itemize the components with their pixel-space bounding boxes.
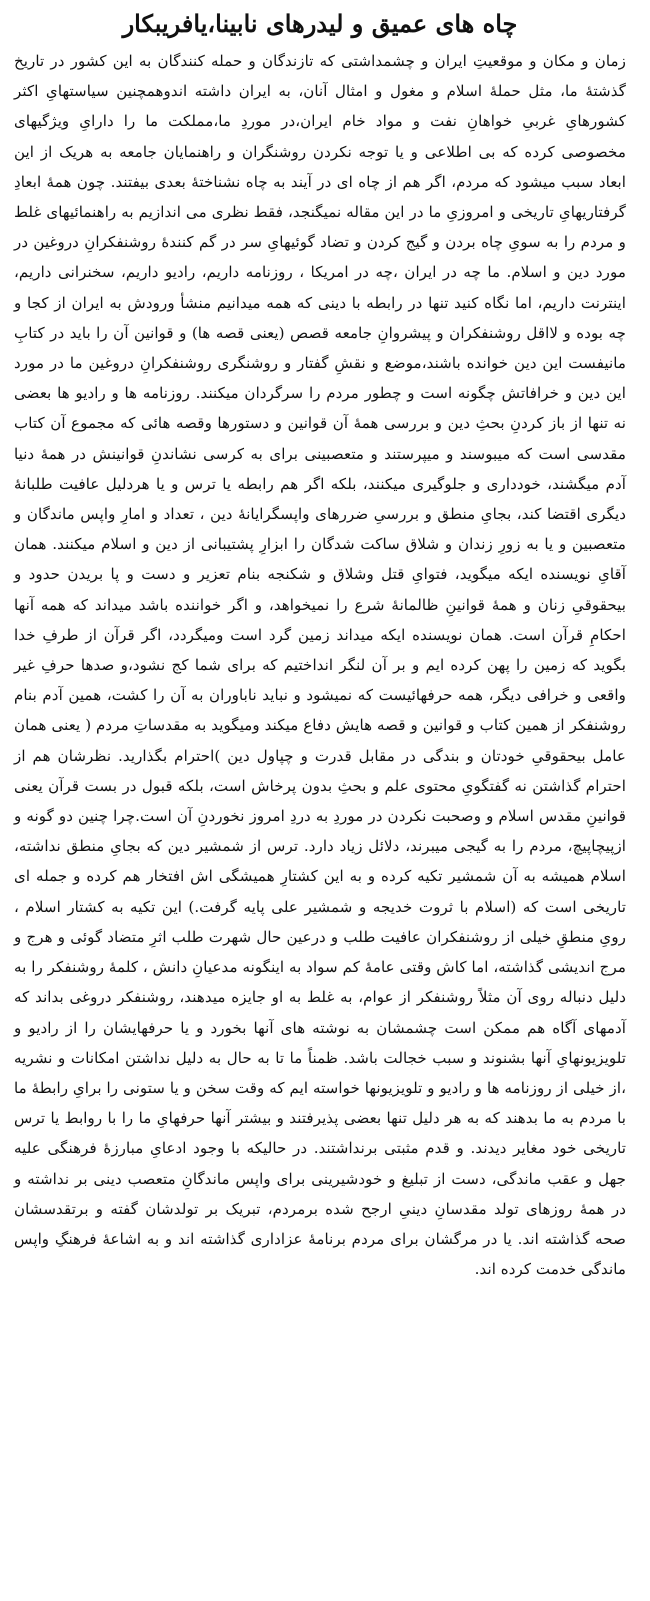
paragraph: زمان و مکان و موقعیتِ ایران و چشمداشتی که تازندگان و حمله کنندگان به این کشور در تاریخ گذشتهٔ ما، مثل حملهٔ اسلام و مغول و امثال آنان، به ایران داشته اندوهمچنین سیاستهایِ اکثر کشورهایِ غربیِ خواهانِ نفت و مواد خام ایران،در موردِ ما،مملکت ما را دارایِ ویژگیهای مخصوصی کرده که بی اطلاعی و یا توجه نکردن روشنگران و راهنمایان جامعه به هریک از این ابعاد سبب میشود که مردم، اگر هم از چاه ای در آیند به چاه نشناختهٔ بعدی بیفتند. چون همهٔ ابعادِ گرفتاریهایِ تاریخی و امروزیِ ما در این مقاله نمیگنجد، فقط نظری می اندازیم به راهنمائیهای غلط و مردم را به سویِ چاه بردن و گیج کردن و تضاد گوئیهایِ سر در گم کنندهٔ روشنفکرانِ دروغین در مورد دین و اسلام. ما چه در ایران ،چه در امریکا ، روزنامه داریم، رادیو داریم، سخنرانی داریم، اینترنت داریم، اما نگاه کنید تنها در رابطه با دینی که همه میدانیم منشأ ورودش به ایران از کجا و چه بوده و لااقل روشنفکران و پیشروانِ جامعه قصص (یعنی قصه ها) و قوانین آن را باید در کتابِ مانیفست این دین خوانده باشند،موضع و نقشِ گفتار و روشنگری روشنفکرانِ دروغین ما در مورد این دین و خرافاتش چگونه است و چطور مردم را سرگردان میکنند. روزنامه ها و رادیو ها بعضی نه تنها از باز کردنِ بحثِ دین و بررسی همهٔ آن قوانین و دستورها وقصه هائی که مجموع آن کتاب مقدسی است که میبوسند و میپرستند و متعصبینی برای به کرسی نشاندنِ قوانینش در همهٔ دنیا آدم میگشند، خودداری و جلوگیری میکنند، بلکه اگر هم رابطه یا ترس و یا هردلیل عافیت طلبانهٔ دیگری اقتضا کند، بجایِ منطق و بررسیِ ضررهای واپسگرایانهٔ دین ، تعداد و امارِ واپس ماندگان و متعصبین و یا به زورِ زندان و شلاق ساکت شدگان را ابزارِ پشتیبانی از دین و اسلام میکنند. همان آقایِ نویسنده ایکه میگوید، فتوایِ قتل وشلاق و شکنجه بنام تعزیر و دست و پا بریدن حدود و بیحقوقیِ زنان و همهٔ قوانینِ ظالمانهٔ شرع را نمیخواهد، و اگر خواننده باشد میداند که همه آنها احکامِ قرآن است. همان نویسنده ایکه میداند زمین گرد است ومیگردد، اگر قرآن از طرفِ خدا بگوید که زمین را پهن کرده ایم و بر آن لنگر انداختیم که برای شما کج نشود،و صدها حرفِ غیر واقعی و خرافی دیگر، همه حرفهائیست که نمیشود و نباید ناباوران به آن را کشت، همین آدم بنام روشنفکر از همین کتاب و قوانین و قصه هایش دفاع میکند ومیگوید به مقدساتِ مردم ( یعنی همان عامل بیحقوقیِ خودتان و بندگی در مقابل قدرت و چپاول دین )احترام بگذارید. نظرشان هم از احترام گذاشتن نه گفتگویِ محتوی علم و بحثِ بدون پرخاش است، بلکه قبول در بست قرآن یعنی قوانینِ مقدس اسلام و وصحبت نکردن در موردِ به دردِ امروز نخوردنِ آن است.چرا چنین دو گونه و ازپیچاپیچ، مردم را به گیجی میبرند، دلائل زیاد دارد. ترس از شمشیر دین که بجایِ منطق نداشته، اسلام همیشه به آن شمشیر تکیه کرده و به این کشتارِ همیشگی اش افتخار هم کرده و جمله ای تاریخی است که (اسلام با ثروت خدیجه و شمشیر علی پایه گرفت.) این تکیه به کشتار اسلام ، رویِ منطقِ خیلی از روشنفکران عافیت طلب و درعین حال شهرت طلب اثرِ متضاد گوئی و هرج و مرج اندیشی گذاشته، اما کاش وقتی عامهٔ کم سواد به اینگونه مدعیانِ دانش ، کلمهٔ روشنفکر را به دلیل دنباله روی آن مثلاً روشنفکر از عوام، به غلط به او جایزه میدهند، روشنفکر دروغی بداند که آدمهای آگاه هم ممکن است چشمشان به نوشته های آنها بخورد و یا حرفهایشان را از رادیو و تلویزیونهایِ آنها بشنوند و سبب خجالت باشد. ظمناً ما تا به حال به دلیل نداشتن امکانات و نشریه ،از خیلی از روزنامه ها و رادیو و تلویزیونها خواسته ایم که وقت سخن و یا ستونی را برایِ رابطهٔ ما با مردم به ما بدهند که به هر دلیل تنها بعضی پذیرفتند و بیشتر آنها حرفهایِ ما را با روابط یا ترس تاریخی خود مغایر دیدند. و قدم مثبتی برنداشتند. در حالیکه با وجود ادعایِ مبارزهٔ فرهنگی علیه جهل و عقب ماندگی، دست از تبلیغ و خودشیرینی برای واپس ماندگانِ متعصب دینی بر نداشته و در همهٔ روزهای تولد مقدسانِ دینیِ ارجح شده برمردم، تبریک بر تولدشان گفته و برتقدسشان صحه گذاشته اند. یا در مرگشان برای مردم برنامهٔ عزاداری گذاشته اند و به اشاعهٔ فرهنگِ واپس ماندگی خدمت کرده اند. (14, 52, 626, 1279)
article-body (14, 46, 626, 1284)
page-title: چاه های عمیق و لیدرهای نابینا،یافریبکار (122, 9, 518, 38)
